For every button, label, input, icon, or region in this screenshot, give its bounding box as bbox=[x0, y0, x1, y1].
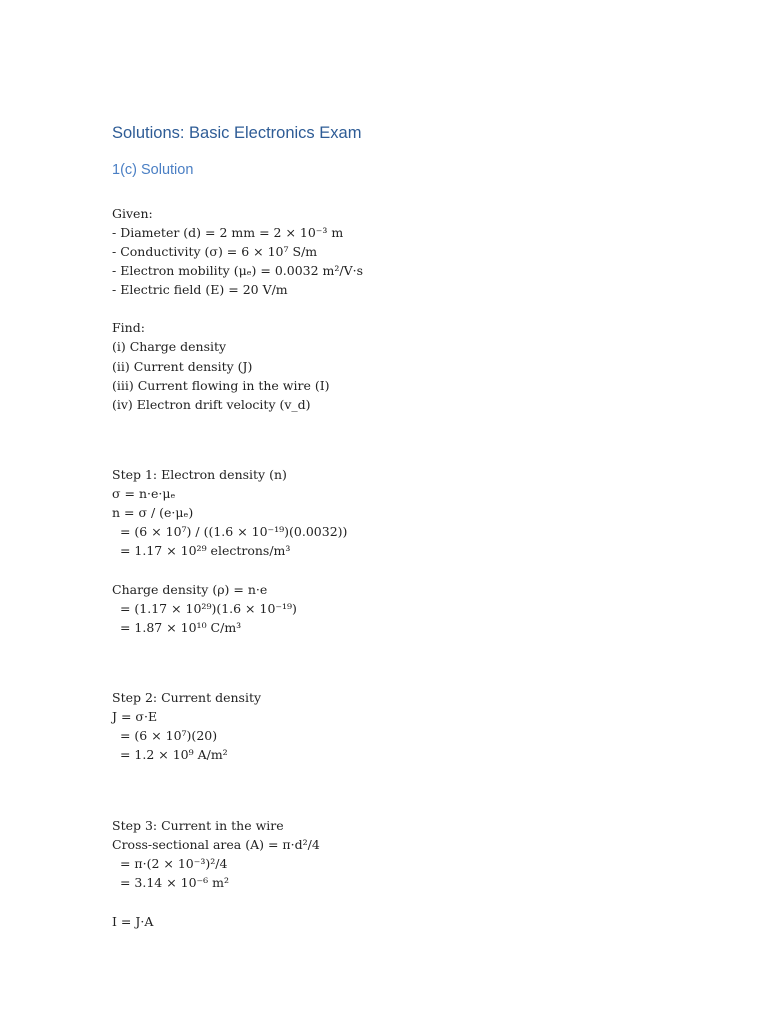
find-item-2: (ii) Current density (J) bbox=[112, 359, 253, 374]
step2-line: J = σ·E bbox=[112, 709, 158, 724]
given-mobility: - Electron mobility (μₑ) = 0.0032 m²/V·s bbox=[112, 263, 364, 278]
step2-heading: Step 2: Current density bbox=[112, 690, 262, 705]
step2-result: = 1.2 × 10⁹ A/m² bbox=[112, 747, 228, 762]
charge-density-result: = 1.87 × 10¹⁰ C/m³ bbox=[112, 620, 242, 635]
step3-line: = π·(2 × 10⁻³)²/4 bbox=[112, 856, 228, 871]
given-diameter: - Diameter (d) = 2 mm = 2 × 10⁻³ m bbox=[112, 225, 344, 240]
step1-result: = 1.17 × 10²⁹ electrons/m³ bbox=[112, 543, 291, 558]
step3-result: = 3.14 × 10⁻⁶ m² bbox=[112, 875, 229, 890]
given-conductivity: - Conductivity (σ) = 6 × 10⁷ S/m bbox=[112, 244, 318, 259]
given-label: Given: bbox=[112, 206, 153, 221]
given-field: - Electric field (E) = 20 V/m bbox=[112, 282, 288, 297]
find-item-3: (iii) Current flowing in the wire (I) bbox=[112, 378, 330, 393]
step2-line: = (6 × 10⁷)(20) bbox=[112, 728, 218, 743]
charge-density-line: = (1.17 × 10²⁹)(1.6 × 10⁻¹⁹) bbox=[112, 601, 297, 616]
section-heading: 1(c) Solution bbox=[112, 162, 194, 178]
step3-line: Cross-sectional area (A) = π·d²/4 bbox=[112, 837, 320, 852]
current-formula: I = J·A bbox=[112, 914, 154, 929]
step1-line: n = σ / (e·μₑ) bbox=[112, 505, 194, 520]
step1-line: = (6 × 10⁷) / ((1.6 × 10⁻¹⁹)(0.0032)) bbox=[112, 524, 348, 539]
step3-heading: Step 3: Current in the wire bbox=[112, 818, 284, 833]
step1-line: σ = n·e·μₑ bbox=[112, 486, 176, 501]
step1-heading: Step 1: Electron density (n) bbox=[112, 467, 287, 482]
find-item-1: (i) Charge density bbox=[112, 339, 227, 354]
find-label: Find: bbox=[112, 320, 145, 335]
find-item-4: (iv) Electron drift velocity (v_d) bbox=[112, 397, 311, 412]
document-title: Solutions: Basic Electronics Exam bbox=[112, 124, 362, 142]
charge-density-heading: Charge density (ρ) = n·e bbox=[112, 582, 268, 597]
